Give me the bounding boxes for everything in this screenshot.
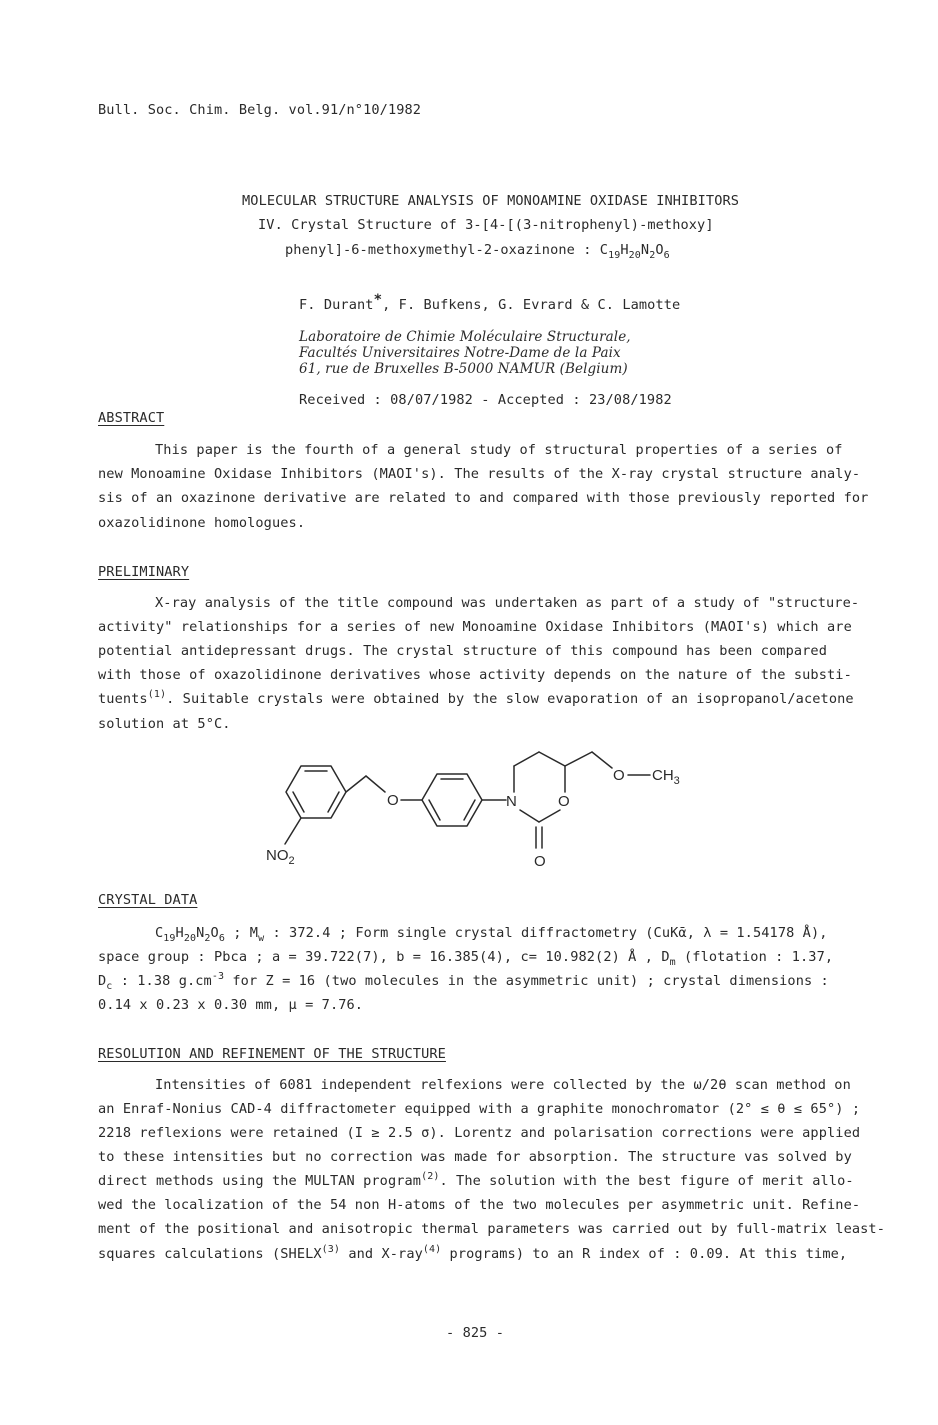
resolution-line-7: ment of the positional and anisotropic thermal parameters was carried out by full-matrix least- (98, 1221, 885, 1237)
journal-reference: Bull. Soc. Chim. Belg. vol.91/n°10/1982 (98, 102, 422, 118)
abstract-line-2: new Monoamine Oxidase Inhibitors (MAOI's). The results of the X-ray crystal structure analy- (98, 466, 861, 482)
preliminary-line-2: activity" relationships for a series of new Monoamine Oxidase Inhibitors (MAOI's) which are (98, 619, 852, 635)
ring-bond (539, 810, 560, 822)
ring-bond (520, 810, 539, 822)
ring-double-bond (464, 800, 475, 820)
preliminary-line-5: tuents$^{(1)}$. Suitable crystals were obtained by the slow evaporation of an isopropanol/acetone (98, 689, 854, 707)
resolution-line-6: wed the localization of the 54 non H-atoms of the two molecules per asymmetric unit. Refine- (98, 1197, 861, 1213)
title-line-3: phenyl]-6-methoxymethyl-2-oxazinone : $C_{19}H_{20}N_2O_6$ (285, 242, 670, 261)
abstract-line-4: oxazolidinone homologues. (98, 515, 306, 531)
phenylene-ring (422, 774, 482, 826)
resolution-line-1: Intensities of 6081 independent relfexions were collected by the ω/2θ scan method on (155, 1077, 851, 1093)
affiliation-line-1: Laboratoire de Chimie Moléculaire Structurale, (299, 329, 631, 345)
title-line-2: IV. Crystal Structure of 3-[4-[(3-nitrophenyl)-methoxy] (258, 217, 714, 233)
ring-oxygen-label: O (558, 793, 570, 810)
title-line-1: MOLECULAR STRUCTURE ANALYSIS OF MONOAMINE OXIDASE INHIBITORS (242, 193, 740, 209)
crystal-data-heading: CRYSTAL DATA (98, 892, 198, 908)
bridge-oxygen-label: O (387, 792, 399, 809)
resolution-heading: RESOLUTION AND REFINEMENT OF THE STRUCTURE (98, 1046, 446, 1062)
resolution-line-8: squares calculations (SHELX$^{(3)}$ and X-ray$^{(4)}$ programs) to an R index of : 0.09. At this time, (98, 1244, 848, 1262)
received-dates: Received : 08/07/1982 - Accepted : 23/08/1982 (299, 392, 672, 408)
ring-bond (514, 752, 539, 766)
resolution-line-4: to these intensities but no correction was made for absorption. The structure vas solved by (98, 1149, 852, 1165)
methyl-label: $CH_3$ (652, 767, 680, 787)
reference-3: (3) (321, 1244, 341, 1255)
preliminary-heading: PRELIMINARY (98, 564, 190, 580)
abstract-line-1: This paper is the fourth of a general study of structural properties of a series of (155, 442, 843, 458)
carbonyl-oxygen-label: O (534, 853, 546, 870)
ch2-bond (366, 776, 385, 792)
reference-4: (4) (422, 1244, 442, 1255)
abstract-line-3: sis of an oxazinone derivative are related to and compared with those previously reported for (98, 490, 869, 506)
ring-double-bond (293, 792, 304, 812)
reference-2: (2) (421, 1171, 440, 1182)
side-chain-bond (565, 752, 592, 766)
page-number: - 825 - (446, 1325, 504, 1341)
corresponding-author-mark: * (373, 292, 383, 308)
nitrophenyl-ring (286, 766, 346, 818)
resolution-line-5: direct methods using the MULTAN program$^{(2)}$. The solution with the best figure of merit allo- (98, 1171, 854, 1189)
side-chain-bond (592, 752, 612, 768)
ring-double-bond (429, 800, 440, 820)
crystal-data-line-4: 0.14 x 0.23 x 0.30 mm, μ = 7.76. (98, 997, 364, 1013)
nitro-bond (285, 818, 301, 844)
preliminary-line-6: solution at 5°C. (98, 716, 231, 732)
methoxy-oxygen-label: O (613, 767, 625, 784)
resolution-line-3: 2218 reflexions were retained (I ≥ 2.5 σ). Lorentz and polarisation corrections were applied (98, 1125, 861, 1141)
ring-nitrogen-label: N (506, 793, 517, 810)
title-formula: $C_{19}H_{20}N_2O_6$ (599, 242, 670, 261)
resolution-line-2: an Enraf-Nonius CAD-4 diffractometer equipped with a graphite monochromator (2° ≤ θ ≤ 65°) ; (98, 1101, 861, 1117)
preliminary-line-4: with those of oxazolidinone derivatives whose activity depends on the nature of the substi- (98, 667, 852, 683)
preliminary-line-3: potential antidepressant drugs. The crystal structure of this compound has been compared (98, 643, 828, 659)
crystal-data-line-2: space group : Pbca ; a = 39.722(7), b = 16.385(4), c= 10.982(2) Å , $D_m$ (flotation : 1.37, (98, 949, 834, 968)
ring-double-bond (328, 792, 339, 812)
crystal-data-line-3: $D_c$ : 1.38 $g.cm^{-3}$ for Z = 16 (two molecules in the asymmetric unit) ; crystal dimensions : (98, 971, 829, 992)
ring-bond (539, 752, 565, 766)
preliminary-line-1: X-ray analysis of the title compound was undertaken as part of a study of "structure- (155, 595, 860, 611)
authors: F. Durant*, F. Bufkens, G. Evrard & C. Lamotte (299, 292, 681, 313)
affiliation-line-3: 61, rue de Bruxelles B-5000 NAMUR (Belgium) (299, 361, 628, 377)
affiliation-line-2: Facultés Universitaires Notre-Dame de la Paix (299, 345, 621, 361)
abstract-heading: ABSTRACT (98, 410, 165, 426)
nitro-group-label: $NO_2$ (266, 847, 295, 867)
ch2-bond (346, 776, 366, 792)
chemical-structure-diagram (250, 740, 710, 870)
reference-1: (1) (147, 689, 167, 700)
crystal-data-line-1: $C_{19}H_{20}N_2O_6$ ; $M_w$ : 372.4 ; Form single crystal diffractometry (CuKᾱ, λ = 1.54178 Å), (155, 925, 828, 944)
